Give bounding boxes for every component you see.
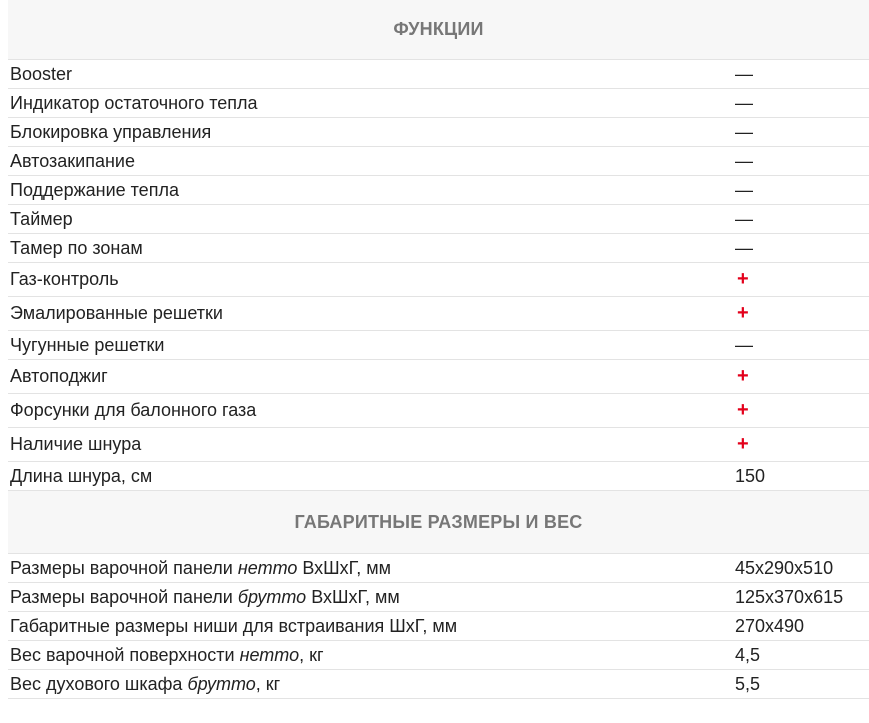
row-label: Наличие шнура bbox=[10, 434, 142, 454]
row-value: 45x290x510 bbox=[735, 557, 834, 578]
row-value bbox=[735, 151, 869, 172]
label-suffix: ВхШхГ, мм bbox=[306, 586, 400, 607]
label-text: Вес варочной поверхности bbox=[10, 644, 240, 665]
table-row bbox=[8, 118, 869, 147]
row-label: Блокировка управления bbox=[10, 121, 212, 142]
label-emphasis: брутто bbox=[237, 586, 307, 607]
table-row bbox=[8, 641, 869, 670]
label-emphasis: нетто bbox=[237, 557, 298, 578]
row-value bbox=[735, 433, 869, 456]
row-value bbox=[735, 238, 869, 259]
dash-value: — bbox=[735, 150, 753, 171]
row-label bbox=[8, 558, 735, 579]
section-title: ФУНКЦИИ bbox=[393, 19, 484, 39]
row-label bbox=[8, 616, 735, 637]
dash-value: — bbox=[735, 179, 753, 200]
row-label: Длина шнура, см bbox=[10, 465, 153, 486]
dash-value: — bbox=[735, 92, 753, 113]
table-row bbox=[8, 331, 869, 360]
table-row bbox=[8, 89, 869, 118]
row-label: Booster bbox=[10, 63, 73, 84]
section-header-dimensions bbox=[8, 491, 869, 554]
row-value-text: 150 bbox=[735, 465, 766, 486]
row-value bbox=[735, 466, 869, 487]
label-suffix: ВхШхГ, мм bbox=[297, 557, 391, 578]
label-text: Размеры варочной панели bbox=[10, 586, 238, 607]
section-header-functions bbox=[8, 0, 869, 60]
table-row bbox=[8, 360, 869, 394]
row-label: Форсунки для балонного газа bbox=[10, 400, 257, 420]
table-row bbox=[8, 263, 869, 297]
table-row bbox=[8, 205, 869, 234]
table-row bbox=[8, 394, 869, 428]
plus-icon: + bbox=[737, 433, 749, 455]
label-text: Размеры варочной панели bbox=[10, 557, 238, 578]
row-value bbox=[735, 365, 869, 388]
row-label: Поддержание тепла bbox=[10, 179, 179, 200]
row-value: 4,5 bbox=[735, 644, 761, 665]
dash-value: — bbox=[735, 121, 753, 142]
row-label bbox=[8, 674, 735, 695]
row-label: Автозакипание bbox=[10, 150, 135, 171]
table-row bbox=[8, 612, 869, 641]
label-text: Габаритные размеры ниши для встраивания ШхГ, мм bbox=[10, 615, 458, 636]
label-suffix: , кг bbox=[255, 673, 281, 694]
row-label bbox=[8, 587, 735, 608]
row-label bbox=[8, 645, 735, 666]
table-row bbox=[8, 554, 869, 583]
table-row bbox=[8, 234, 869, 263]
table-row bbox=[8, 428, 869, 462]
section-title: ГАБАРИТНЫЕ РАЗМЕРЫ И ВЕС bbox=[294, 511, 583, 532]
dash-value: — bbox=[735, 334, 753, 355]
row-value: 5,5 bbox=[735, 673, 761, 694]
label-emphasis: брутто bbox=[187, 673, 256, 694]
functions-list bbox=[8, 60, 869, 491]
row-value bbox=[735, 209, 869, 230]
row-label: Газ-контроль bbox=[10, 269, 119, 289]
specs-table bbox=[8, 0, 869, 699]
row-value bbox=[735, 93, 869, 114]
dash-value: — bbox=[735, 237, 753, 258]
row-value: 270x490 bbox=[735, 615, 805, 636]
label-emphasis: нетто bbox=[239, 644, 300, 665]
row-value bbox=[735, 64, 869, 85]
row-value: 125x370x615 bbox=[735, 586, 844, 607]
dash-value: — bbox=[735, 208, 753, 229]
table-row bbox=[8, 60, 869, 89]
table-row bbox=[8, 462, 869, 491]
row-value bbox=[735, 399, 869, 422]
label-suffix: , кг bbox=[299, 644, 324, 665]
row-label: Таймер bbox=[10, 208, 73, 229]
table-row bbox=[8, 670, 869, 699]
row-label: Чугунные решетки bbox=[10, 334, 165, 355]
row-label: Эмалированные решетки bbox=[10, 303, 223, 323]
row-label: Тамер по зонам bbox=[10, 237, 143, 258]
plus-icon: + bbox=[737, 399, 749, 421]
table-row bbox=[8, 147, 869, 176]
row-value bbox=[735, 180, 869, 201]
label-text: Вес духового шкафа bbox=[10, 673, 188, 694]
dimensions-list bbox=[8, 554, 869, 699]
row-value bbox=[735, 302, 869, 325]
row-value bbox=[735, 335, 869, 356]
table-row bbox=[8, 583, 869, 612]
plus-icon: + bbox=[737, 268, 749, 290]
row-label: Автоподжиг bbox=[10, 366, 108, 386]
row-label: Индикатор остаточного тепла bbox=[10, 92, 258, 113]
plus-icon: + bbox=[737, 302, 749, 324]
plus-icon: + bbox=[737, 365, 749, 387]
row-value bbox=[735, 122, 869, 143]
table-row bbox=[8, 176, 869, 205]
row-value bbox=[735, 268, 869, 291]
table-row bbox=[8, 297, 869, 331]
dash-value: — bbox=[735, 63, 753, 84]
